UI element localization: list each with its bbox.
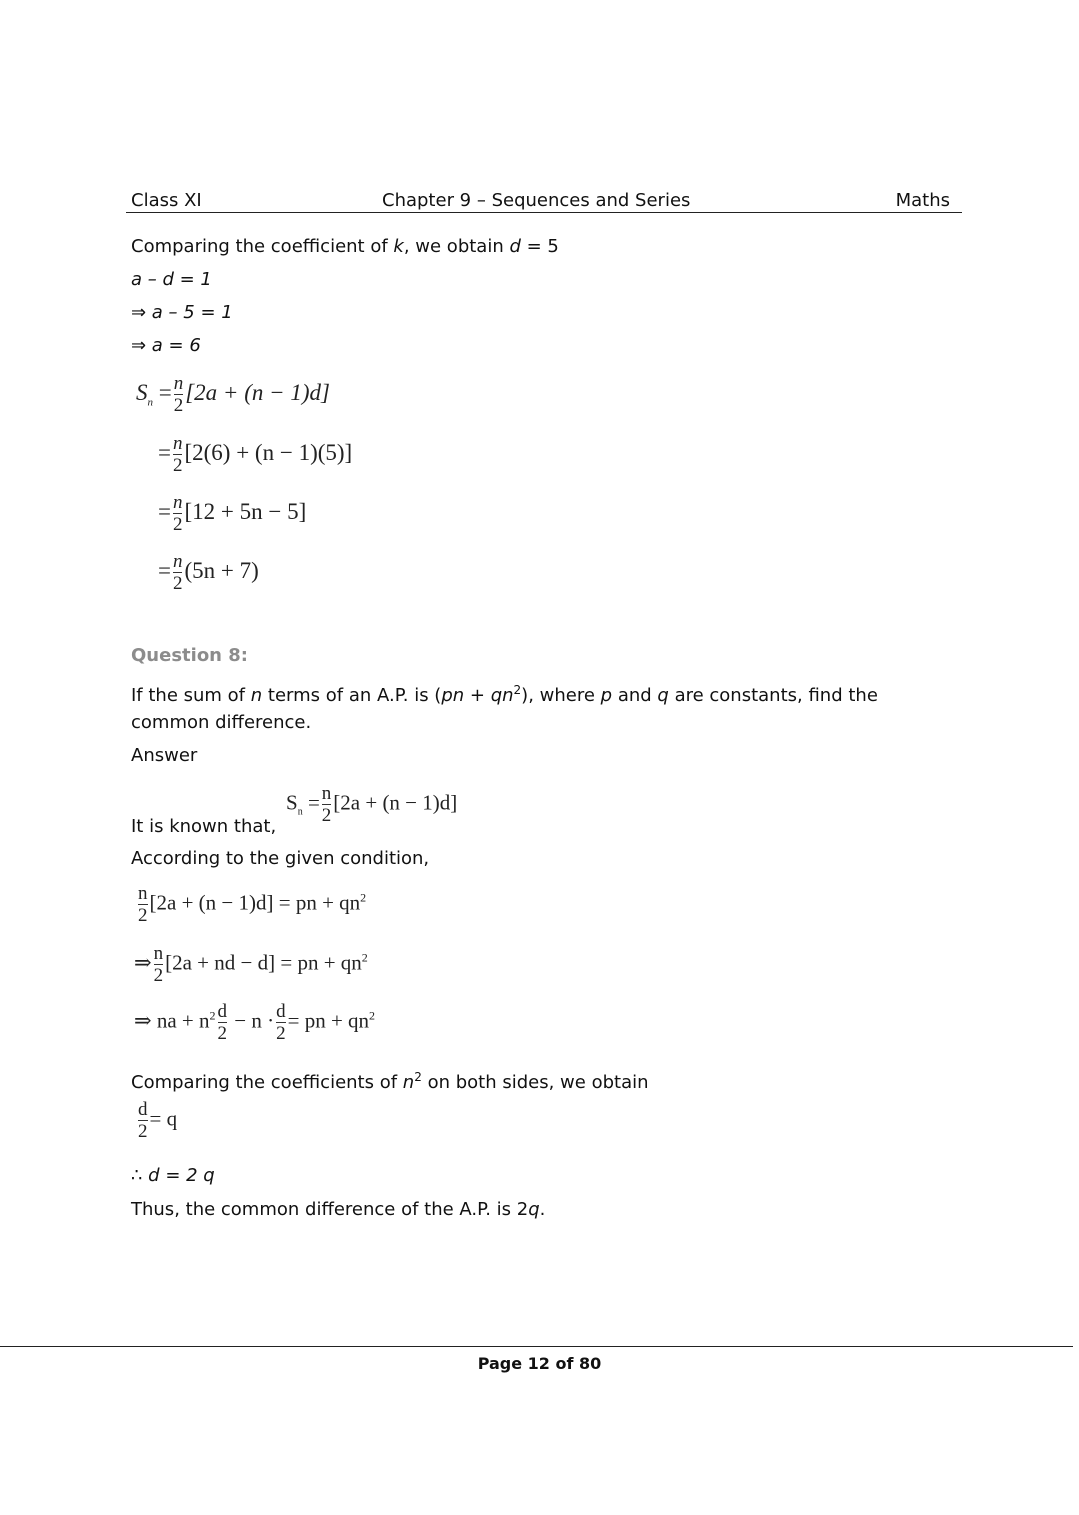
equation-line: ⇒ a – 5 = 1 xyxy=(131,302,233,323)
condition-text: According to the given condition, xyxy=(131,848,430,869)
question-text: If the sum of n terms of an A.P. is $(pn + qn^2)$, where p and q are constants, find the xyxy=(131,683,878,706)
conclusion-text: Thus, the common difference of the A.P. is 2q. xyxy=(131,1199,546,1220)
question-heading: Question 8: xyxy=(131,645,248,666)
known-formula: $S_n$ = $\frac{n}{2}$ [2a + (n − 1)d] xyxy=(286,783,458,826)
page-header xyxy=(126,188,962,213)
known-that-text: It is known that, xyxy=(131,816,277,837)
page-number: Page 12 of 80 xyxy=(477,1354,602,1373)
equation-line: a – d = 1 xyxy=(131,269,212,290)
sn-formula-step1: $S_n$ = $\frac{n}{2}$ [2a + (n − 1)d] xyxy=(136,373,330,416)
coefficient-line: Comparing the coefficient of k, we obtain d = 5 xyxy=(131,236,559,257)
sn-formula-step3: = $\frac{n}{2}$ [12 + 5n − 5] xyxy=(158,492,307,535)
header-chapter: Chapter 9 – Sequences and Series xyxy=(382,190,691,211)
condition-eq3: ⇒ na + $n^2$ $\frac{d}{2}$ − n · $\frac{d}{2}$ = pn + $qn^2$ xyxy=(134,1001,376,1044)
question-text-line2: common difference. xyxy=(131,712,312,733)
condition-eq1: $\frac{n}{2}$ [2a + (n − 1)d] = pn + $qn^2$ xyxy=(138,883,367,926)
compare-text: Comparing the coefficients of $n^2$ on both sides, we obtain xyxy=(131,1070,649,1093)
sn-formula-step4: = $\frac{n}{2}$ (5n + 7) xyxy=(158,551,259,594)
sn-formula-step2: = $\frac{n}{2}$ [2(6) + (n − 1)(5)] xyxy=(158,433,353,476)
footer-divider xyxy=(0,1346,1073,1347)
header-class: Class XI xyxy=(131,190,202,211)
condition-eq2: ⇒ $\frac{n}{2}$ [2a + nd − d] = pn + $qn^2$ xyxy=(134,943,368,986)
d-over-2-equation: $\frac{d}{2}$ = q xyxy=(138,1099,178,1142)
equation-line: ⇒ a = 6 xyxy=(131,335,201,356)
answer-label: Answer xyxy=(131,745,198,766)
therefore-line: ∴ d = 2 q xyxy=(131,1165,215,1186)
header-subject: Maths xyxy=(895,190,950,211)
